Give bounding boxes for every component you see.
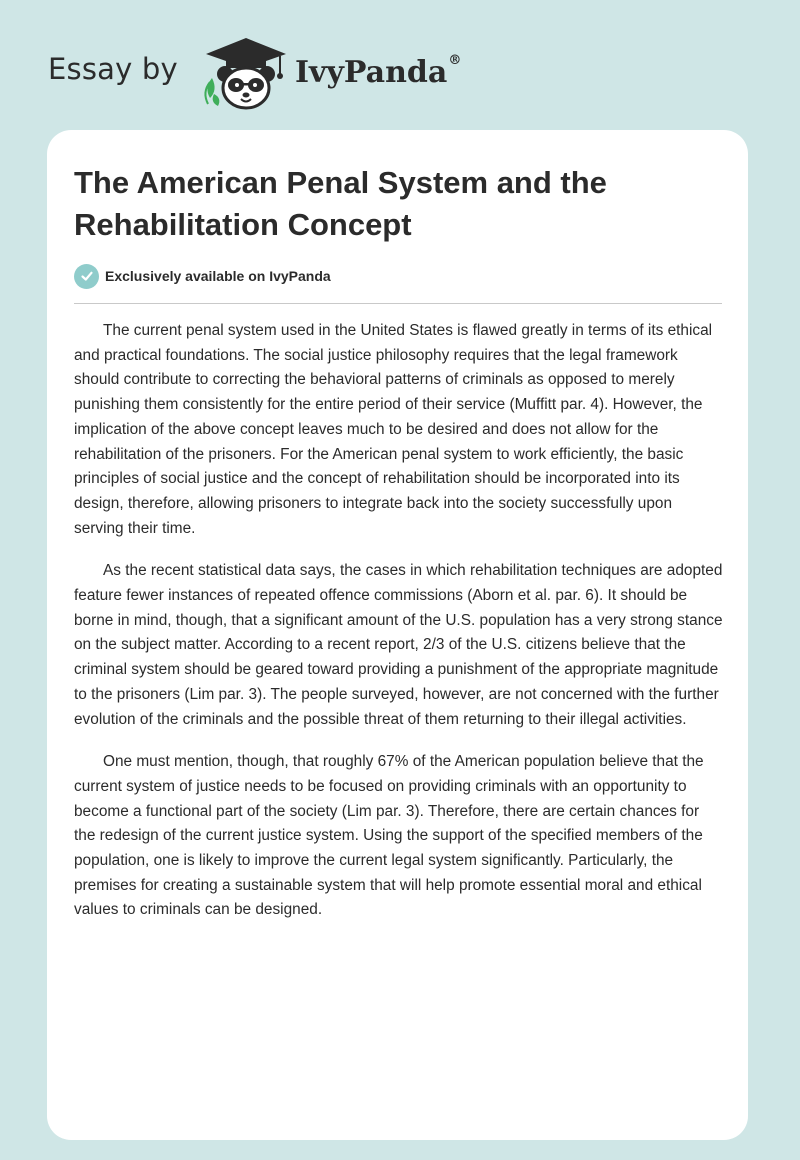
paragraph: As the recent statistical data says, the cases in which rehabilitation techniques are adopted feature fewer instances of repeated offence commissions (Aborn et al. par. 6). It should be borne in mind, though, that a significant amount of the U.S. population has a very strong stance on the subject matter. According to a recent report, 2/3 of the U.S. citizens believe that the criminal system should be geared toward providing a punishment of the appropriate magnitude to the prisoners (Lim par. 3). The people surveyed, however, are not concerned with the further evolution of the criminals and the possible threat of them returning to their illegal activities. <box>74 562 723 728</box>
check-icon <box>74 264 99 289</box>
article-card <box>47 130 748 1140</box>
essay-by-label: Essay by <box>48 52 178 86</box>
paragraph: One must mention, though, that roughly 67% of the American population believe that the current system of justice needs to be focused on providing criminals with an opportunity to become a functional part of the society (Lim par. 3). Therefore, there are certain chances for the redesign of the current justice system. Using the support of the specified members of the population, one is likely to improve the current legal system significantly. Particularly, the premises for creating a sustainable system that will help promote essential moral and ethical values to criminals can be designed. <box>74 753 704 919</box>
article-body <box>74 319 724 941</box>
site-header <box>0 0 800 130</box>
divider <box>74 303 722 304</box>
paragraph: The current penal system used in the United States is flawed greatly in terms of its ethical and practical foundations. The social justice philosophy requires that the legal framework should contribute to correcting the behavioral patterns of criminals as opposed to merely punishing them consistently for the entire period of their service (Muffitt par. 4). However, the implication of the above concept leaves much to be desired and does not allow for the rehabilitation of the prisoners. For the American penal system to work efficiently, the basic principles of social justice and the concept of rehabilitation should be incorporated into its design, therefore, allowing prisoners to integrate back into the society successfully upon serving their time. <box>74 322 713 537</box>
panda-logo-icon[interactable] <box>200 36 292 110</box>
page-title: The American Penal System and the Rehabilitation Concept <box>74 165 607 242</box>
brand-name[interactable]: IvyPanda® <box>295 53 462 90</box>
registered-mark: ® <box>448 53 462 68</box>
badge-label: Exclusively available on IvyPanda <box>105 268 331 284</box>
exclusive-badge <box>74 263 331 289</box>
